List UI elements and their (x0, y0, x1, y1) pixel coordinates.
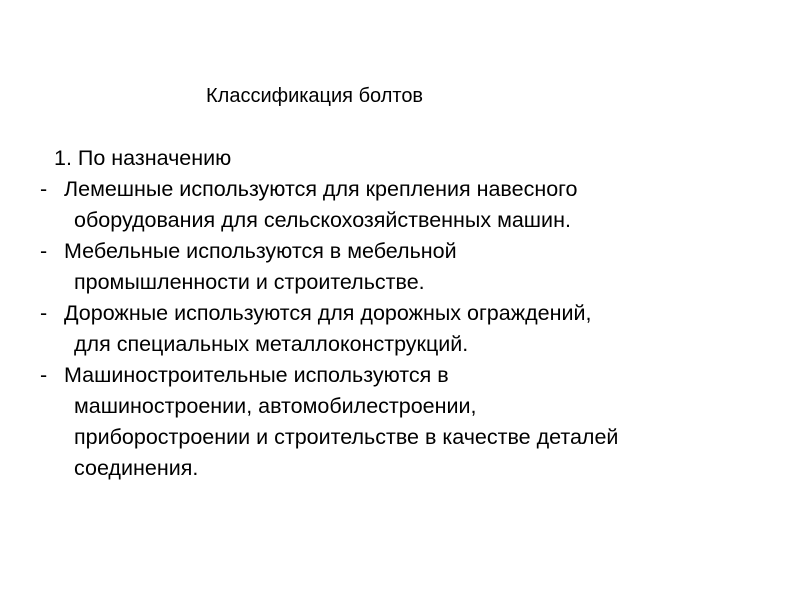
list-item-line: Мебельные используются в мебельной (64, 239, 457, 263)
list-marker: - (40, 363, 48, 387)
list-item-mashinostroitelnye (40, 360, 780, 484)
slide-body (40, 143, 780, 484)
list-item-mebelnye (40, 236, 780, 298)
list-item-line: машиностроении, автомобилестроении, (74, 394, 477, 418)
list-item-line: соединения. (74, 456, 199, 480)
list-item-line: Дорожные используются для дорожных ограждений, (64, 301, 592, 325)
list-item-line: Лемешные используются для крепления навесного (64, 177, 578, 201)
list-marker: - (40, 177, 48, 201)
list-item-line: промышленности и строительстве. (74, 270, 425, 294)
list-marker: - (40, 301, 48, 325)
list-item-line: приборостроении и строительстве в качестве деталей (74, 425, 619, 449)
slide-title: Классификация болтов (206, 85, 424, 107)
section-heading: 1. По назначению (54, 146, 232, 170)
list-item-lemeshnye (40, 174, 780, 236)
list-item-line: оборудования для сельскохозяйственных машин. (74, 208, 571, 232)
list-item-dorozhnye (40, 298, 780, 360)
list-marker: - (40, 239, 48, 263)
list-item-line: Машиностроительные используются в (64, 363, 449, 387)
list-item-line: для специальных металлоконструкций. (74, 332, 469, 356)
